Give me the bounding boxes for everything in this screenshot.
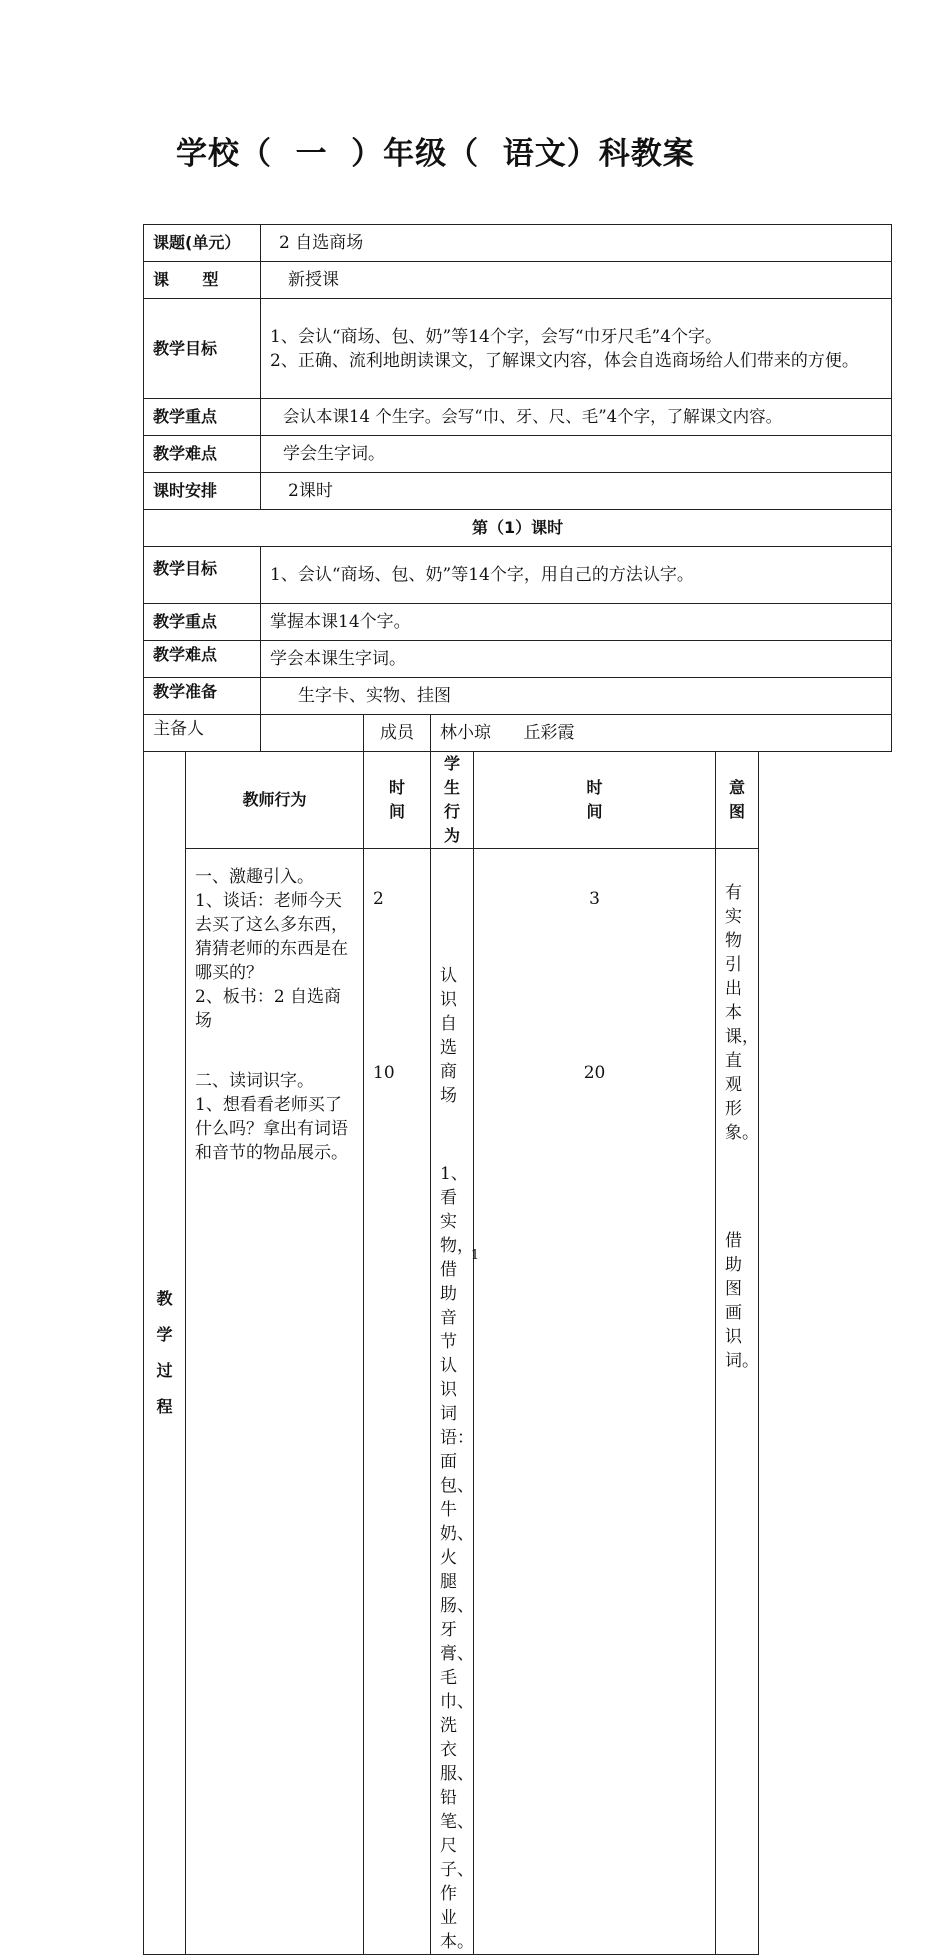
goal-label: 教学目标 [144, 299, 261, 399]
lesson-difficulty-row [144, 641, 892, 678]
teacher-step-2-item-1: 1、想看看老师买了什么吗？拿出有词语和音节的物品展示。 [195, 1095, 348, 1163]
lead-value [261, 715, 364, 752]
intent-header: 意图 [716, 752, 759, 849]
lesson-prep-row [144, 678, 892, 715]
student-step-1: 认识自选商场 [440, 966, 458, 1106]
goal-value [261, 299, 892, 399]
student-times [474, 849, 716, 1955]
type-row [144, 262, 892, 299]
topic-value: 2 自选商场 [261, 225, 892, 262]
lesson-prep-value: 生字卡、实物、挂图 [261, 678, 892, 715]
teacher-step-1-item-2: 2、板书：2 自选商场 [195, 987, 342, 1031]
student-time-1: 3 [589, 889, 600, 909]
teacher-step-1-item-1: 1、谈话：老师今天去买了这么多东西，猜猜老师的东西是在哪买的？ [195, 891, 348, 983]
goal-line-1: 1、会认“商场、包、奶”等14个字，会写“巾牙尺毛”4个字。 [270, 326, 723, 347]
student-time-2: 20 [583, 1063, 606, 1083]
difficulty-row [144, 436, 892, 473]
lead-label: 主备人 [144, 715, 261, 752]
teacher-time-header: 时 间 [364, 752, 431, 849]
student-step-2: 1、看实物，借助音节认识词语：面包、牛奶、火腿肠、牙膏、毛巾、洗衣服、铅笔、尺子、作业本。 [440, 1164, 475, 1952]
lesson-difficulty-value: 学会本课生字词。 [261, 641, 892, 678]
teacher-step-2-title: 二、读词识字。 [195, 1071, 314, 1091]
lesson-focus-row [144, 604, 892, 641]
process-header-row [144, 752, 892, 849]
teacher-header: 教师行为 [186, 752, 364, 849]
teacher-time-2: 10 [373, 1063, 395, 1083]
lesson-plan-table [143, 224, 892, 1955]
teacher-step-1-title: 一、激趣引入。 [195, 867, 314, 887]
teacher-times [364, 849, 431, 1955]
lesson-focus-label: 教学重点 [144, 604, 261, 641]
lesson-prep-label: 教学准备 [144, 678, 261, 715]
difficulty-label: 教学难点 [144, 436, 261, 473]
teacher-actions [186, 849, 364, 1955]
topic-label: 课题(单元） [144, 225, 261, 262]
student-time-header: 时 间 [474, 752, 716, 849]
focus-row [144, 399, 892, 436]
goal-row [144, 299, 892, 399]
lesson-goal-value: 1、会认“商场、包、奶”等14个字，用自己的方法认字。 [261, 547, 892, 604]
member-label: 成员 [364, 715, 431, 752]
schedule-label: 课时安排 [144, 473, 261, 510]
topic-row [144, 225, 892, 262]
schedule-value: 2课时 [261, 473, 892, 510]
focus-value: 会认本课14 个生字。会写“巾、牙、尺、毛”4个字，了解课文内容。 [261, 399, 892, 436]
lesson-goal-row [144, 547, 892, 604]
intent-1: 有实物引出本课，直观形象。 [725, 883, 760, 1143]
intents [716, 849, 759, 1955]
page-number: 1 [470, 1248, 480, 1263]
staff-row [144, 715, 892, 752]
member-value: 林小琼 丘彩霞 [431, 715, 892, 752]
lesson-heading-row [144, 510, 892, 547]
process-body-row [144, 849, 892, 1955]
document-title: 学校（ 一 ）年级（ 语文）科教案 [176, 136, 695, 172]
focus-label: 教学重点 [144, 399, 261, 436]
schedule-row [144, 473, 892, 510]
difficulty-value: 学会生字词。 [261, 436, 892, 473]
lesson-focus-value: 掌握本课14个字。 [261, 604, 892, 641]
type-label: 课 型 [144, 262, 261, 299]
intent-2: 借助图画识词。 [725, 1231, 760, 1371]
student-actions [431, 849, 474, 1955]
lesson-heading: 第（1）课时 [144, 510, 892, 547]
lesson-goal-label: 教学目标 [144, 547, 261, 604]
student-header: 学生行为 [431, 752, 474, 849]
teacher-time-1: 2 [373, 889, 384, 909]
goal-line-2: 2、正确、流利地朗读课文，了解课文内容，体会自选商场给人们带来的方便。 [270, 350, 859, 371]
lesson-difficulty-label: 教学难点 [144, 641, 261, 678]
process-side-label: 教 学 过 程 [144, 752, 186, 1955]
type-value: 新授课 [261, 262, 892, 299]
